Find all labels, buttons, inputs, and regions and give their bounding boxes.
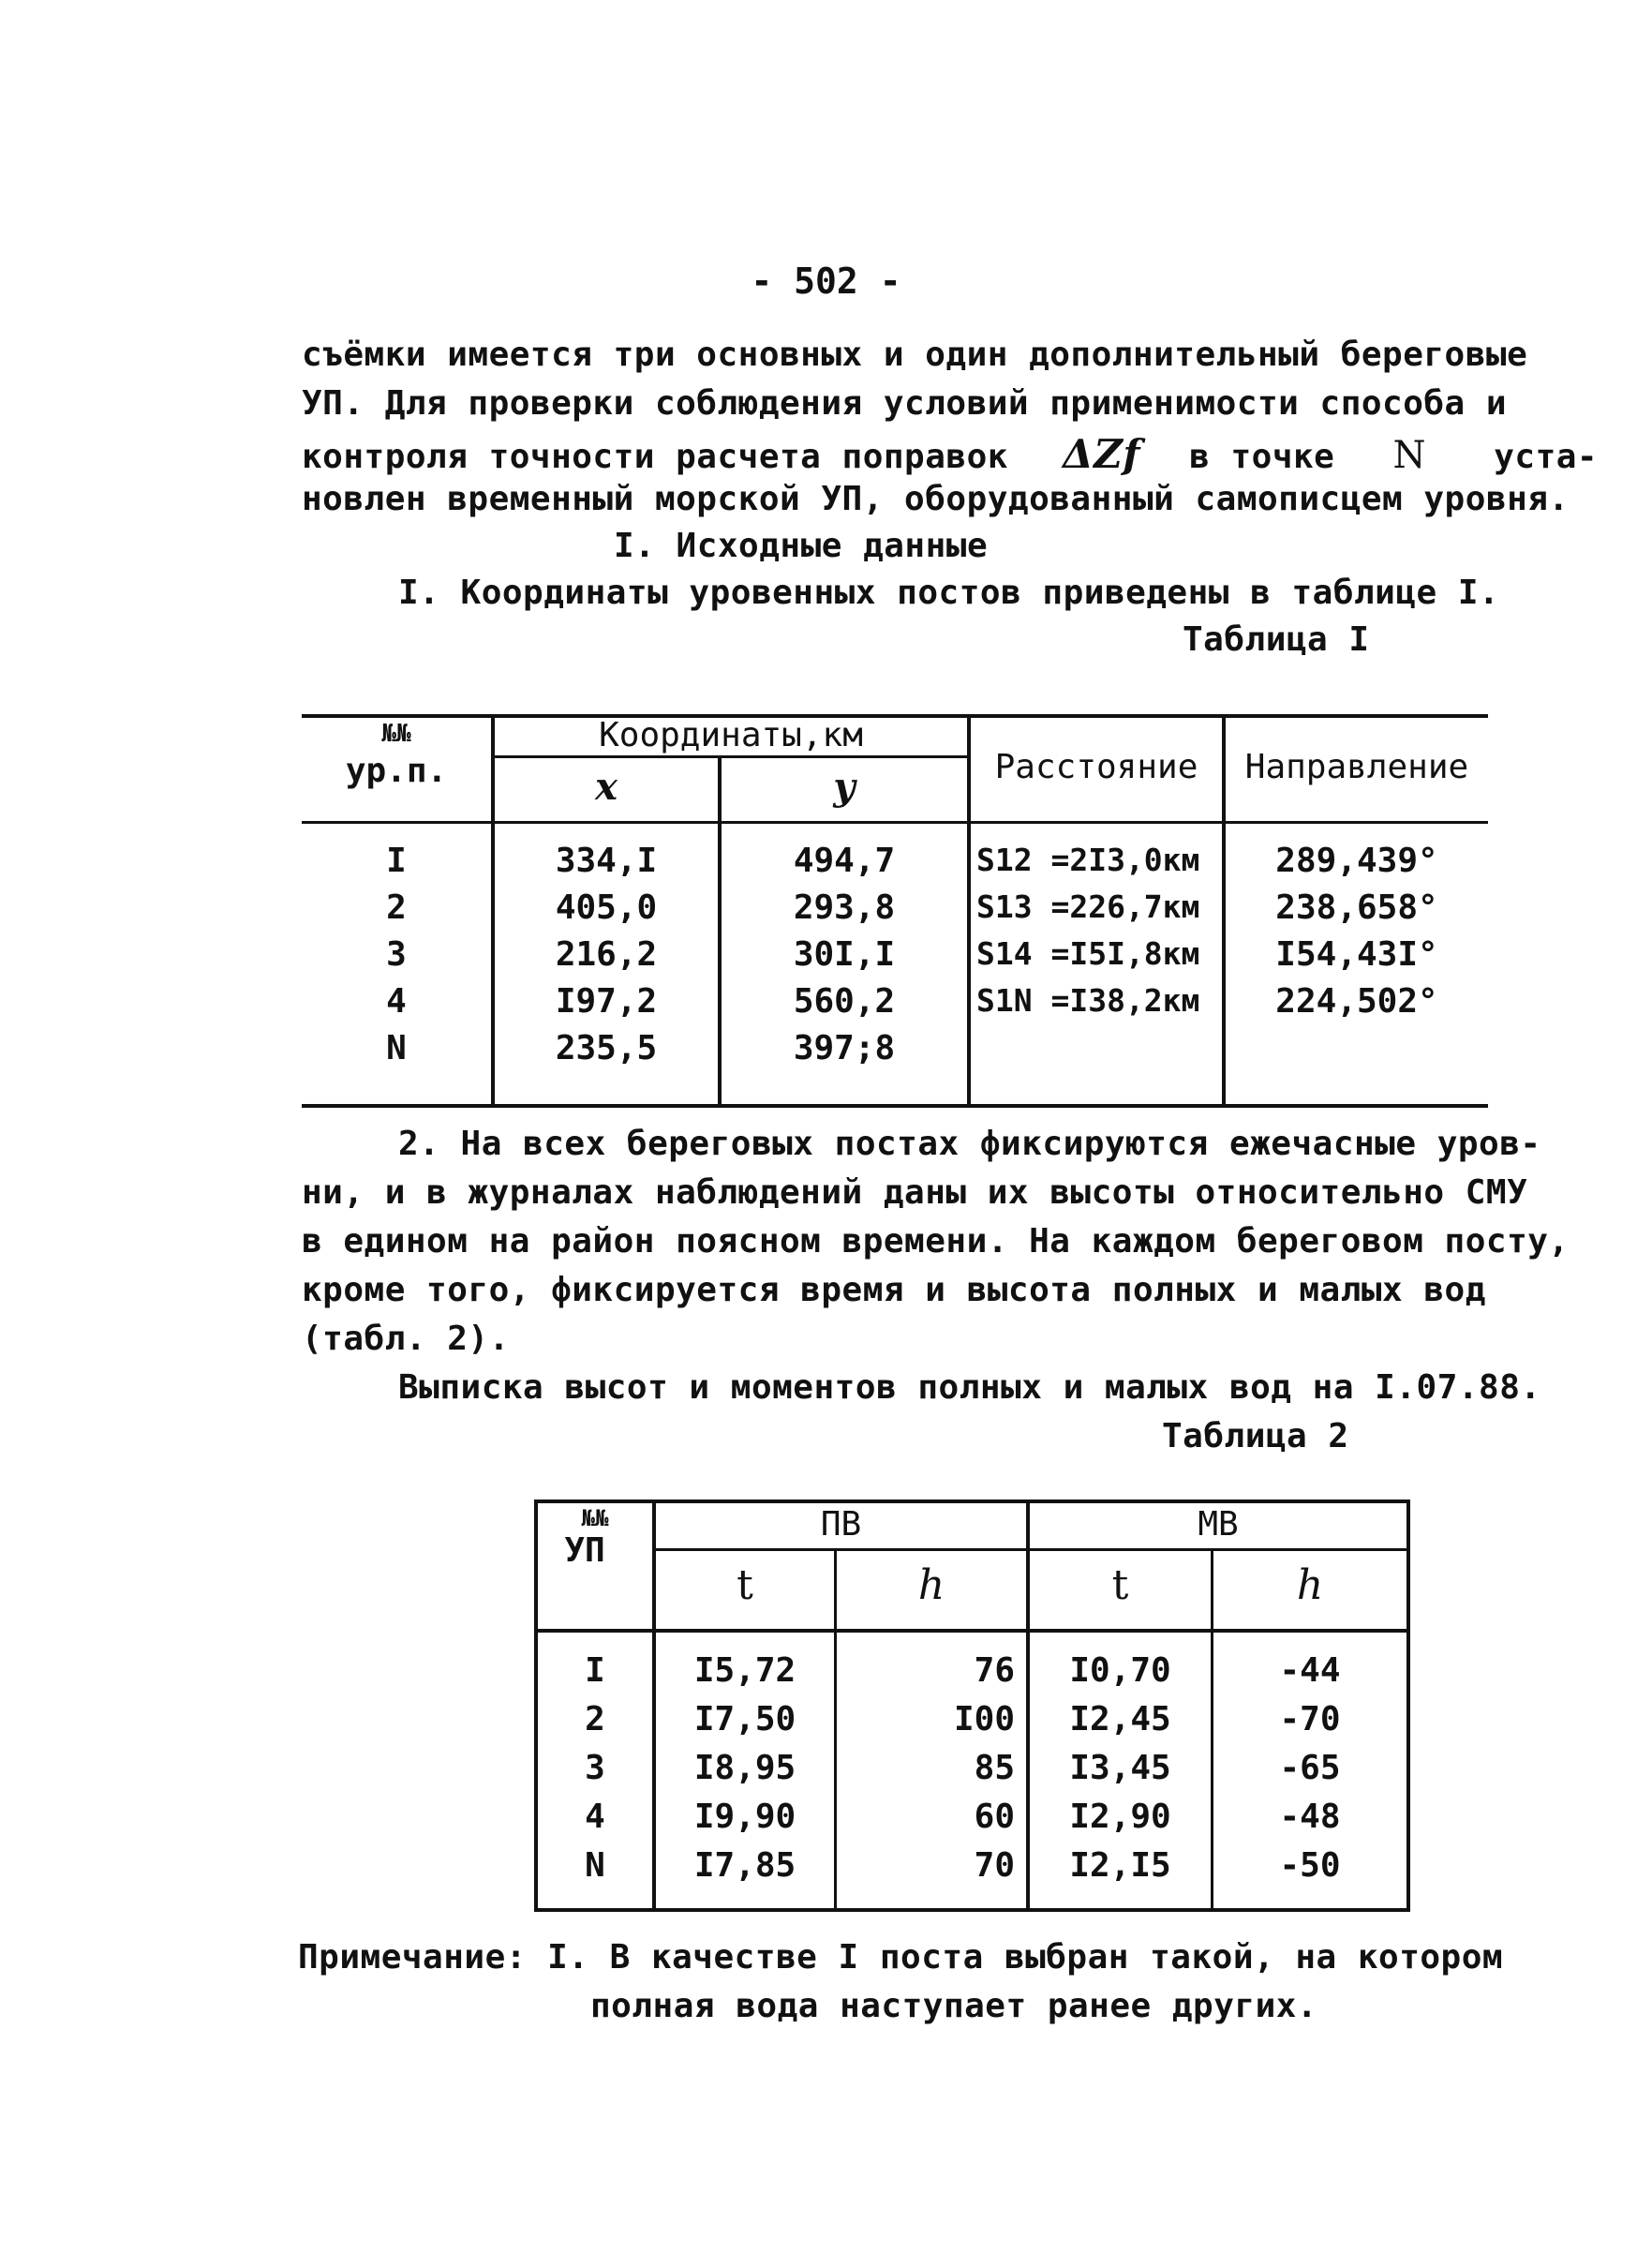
table2-right-border bbox=[1406, 1500, 1410, 1912]
table2-header-pv: ПВ bbox=[820, 1505, 862, 1544]
table1-no-1: I bbox=[386, 842, 407, 880]
table2-col-mv-h bbox=[1213, 1651, 1406, 1895]
paragraph2-line5: (табл. 2). bbox=[302, 1320, 510, 1358]
table1-dist-2: S13 =226,7км bbox=[976, 888, 1200, 925]
table2-header-mv-h: h bbox=[1296, 1561, 1324, 1609]
table1-dist-4: S1N =I38,2км bbox=[976, 982, 1200, 1019]
table1-col-direction bbox=[1226, 842, 1488, 1029]
table1-x-3: 216,2 bbox=[555, 935, 658, 974]
table1-no-2: 2 bbox=[386, 888, 407, 927]
table1-col-distance bbox=[971, 842, 1222, 1029]
paragraph1-line3-point-text: в точке bbox=[1189, 438, 1335, 476]
table2-mv-t-4: I2,90 bbox=[1069, 1798, 1171, 1836]
table2-col-pv-h bbox=[837, 1651, 1015, 1895]
table2-header-mv-t: t bbox=[1111, 1561, 1129, 1609]
table2-no-5: N bbox=[585, 1846, 605, 1885]
table2-mv-h-1: -44 bbox=[1279, 1651, 1341, 1690]
table2-mv-h-2: -70 bbox=[1279, 1700, 1341, 1738]
table1-y-4: 560,2 bbox=[793, 982, 896, 1021]
table2-mv-h-3: -65 bbox=[1279, 1749, 1341, 1787]
table2-mv-h-4: -48 bbox=[1279, 1798, 1341, 1836]
table1-no-5: N bbox=[386, 1029, 407, 1067]
table1-header-no: №№ bbox=[381, 720, 411, 748]
table2-pv-h-4: 60 bbox=[974, 1798, 1015, 1836]
table1-y-3: 30I,I bbox=[793, 935, 896, 974]
table1-dir-2: 238,658° bbox=[1275, 888, 1438, 927]
table2-no-2: 2 bbox=[585, 1700, 605, 1738]
table1-x-2: 405,0 bbox=[555, 888, 658, 927]
table2-mv-t-3: I3,45 bbox=[1069, 1749, 1171, 1787]
paragraph1-line3 bbox=[302, 431, 1598, 477]
table2-mv-t-2: I2,45 bbox=[1069, 1700, 1171, 1738]
table2-mv-t-5: I2,I5 bbox=[1069, 1846, 1171, 1885]
table2-col-mv-t bbox=[1030, 1651, 1211, 1895]
table2-no-1: I bbox=[585, 1651, 605, 1690]
point-n-symbol: N bbox=[1392, 434, 1427, 477]
table2-pv-t-1: I5,72 bbox=[693, 1651, 796, 1690]
paragraph2-line4: кроме того, фиксируется время и высота полных и малых вод bbox=[302, 1271, 1486, 1309]
paragraph2-line3: в едином на район поясном времени. На каждом береговом посту, bbox=[302, 1222, 1570, 1261]
table2-mv-t-1: I0,70 bbox=[1069, 1651, 1171, 1690]
table2-header-up: УП bbox=[564, 1531, 605, 1570]
table1-header-border bbox=[302, 821, 1488, 824]
paragraph1-line3-text: контроля точности расчета поправок bbox=[302, 438, 1008, 476]
table1-dir-4: 224,502° bbox=[1275, 982, 1438, 1021]
table2-header-pv-h: h bbox=[917, 1561, 945, 1609]
table2-mv-h-5: -50 bbox=[1279, 1846, 1341, 1885]
table2-pv-h-2: I00 bbox=[953, 1700, 1015, 1738]
table1-dir-3: I54,43I° bbox=[1275, 935, 1438, 974]
table1-caption: Таблица I bbox=[1183, 620, 1370, 659]
table2-pv-h-1: 76 bbox=[974, 1651, 1015, 1690]
table1-coords-subline bbox=[493, 755, 969, 758]
table2-col-pv-t bbox=[656, 1651, 834, 1895]
table1-col-no bbox=[302, 842, 491, 1076]
paragraph2-line1: 2. На всех береговых постах фиксируются ежечасные уров- bbox=[398, 1125, 1541, 1163]
paragraph1-line1: съёмки имеется три основных и один дополнительный береговые bbox=[302, 336, 1528, 374]
table1-header-direction: Направление bbox=[1244, 748, 1469, 786]
table1-y-1: 494,7 bbox=[793, 842, 896, 880]
item1-text: I. Координаты уровенных постов приведены в таблице I. bbox=[398, 574, 1500, 612]
paragraph2-line2: ни, и в журналах наблюдений даны их высоты относительно СМУ bbox=[302, 1173, 1528, 1212]
table2-no-4: 4 bbox=[585, 1798, 605, 1836]
paragraph1-line4: новлен временный морской УП, оборудованный самописцем уровня. bbox=[302, 480, 1570, 518]
table1-y-5: 397;8 bbox=[793, 1029, 896, 1067]
table1-y-2: 293,8 bbox=[793, 888, 896, 927]
table1-header-coords: Координаты,км bbox=[599, 716, 863, 754]
table1-dir-1: 289,439° bbox=[1275, 842, 1438, 880]
table2-col-no bbox=[538, 1651, 652, 1895]
table2-pv-t-2: I7,50 bbox=[693, 1700, 796, 1738]
table1-x-5: 235,5 bbox=[555, 1029, 658, 1067]
table2-pv-t-5: I7,85 bbox=[693, 1846, 796, 1885]
paragraph1-line2: УП. Для проверки соблюдения условий применимости способа и bbox=[302, 384, 1508, 423]
table1 bbox=[302, 714, 1488, 1108]
table2 bbox=[534, 1500, 1410, 1912]
table2-header-border bbox=[534, 1629, 1410, 1633]
table1-dist-3: S14 =I5I,8км bbox=[976, 935, 1200, 972]
table1-header-y: y bbox=[833, 765, 856, 809]
delta-z-formula: ΔZf bbox=[1063, 431, 1140, 477]
table2-pv-t-3: I8,95 bbox=[693, 1749, 796, 1787]
note-line2: полная вода наступает ранее других. bbox=[590, 1987, 1318, 2025]
note-line1: Примечание: I. В качестве I поста выбран такой, на котором bbox=[298, 1938, 1504, 1977]
paragraph1-line3-end: уста- bbox=[1494, 438, 1599, 476]
table1-x-4: I97,2 bbox=[555, 982, 658, 1021]
table1-header-x: x bbox=[595, 765, 618, 809]
table2-pv-t-4: I9,90 bbox=[693, 1798, 796, 1836]
table2-subheader-line bbox=[654, 1548, 1410, 1551]
table1-dist-1: S12 =2I3,0км bbox=[976, 842, 1200, 878]
table2-caption: Таблица 2 bbox=[1162, 1417, 1349, 1455]
table2-header-no: №№ bbox=[581, 1505, 609, 1531]
table1-header-up: ур.п. bbox=[345, 752, 448, 790]
section-heading: I. Исходные данные bbox=[614, 527, 989, 565]
page-number: - 502 - bbox=[751, 261, 901, 302]
table2-header-pv-t: t bbox=[737, 1561, 753, 1609]
table2-pv-h-5: 70 bbox=[974, 1846, 1015, 1885]
table1-header-distance: Расстояние bbox=[994, 748, 1198, 786]
extract-title: Выписка высот и моментов полных и малых вод на I.07.88. bbox=[398, 1368, 1541, 1407]
table1-no-4: 4 bbox=[386, 982, 407, 1021]
table1-col-x bbox=[495, 842, 718, 1076]
table2-top-border bbox=[534, 1500, 1410, 1503]
table1-bottom-border bbox=[302, 1104, 1488, 1108]
table1-x-1: 334,I bbox=[555, 842, 658, 880]
table2-no-3: 3 bbox=[585, 1749, 605, 1787]
table2-bottom-border bbox=[534, 1908, 1410, 1912]
table1-col-y bbox=[722, 842, 967, 1076]
table1-no-3: 3 bbox=[386, 935, 407, 974]
table2-pv-h-3: 85 bbox=[974, 1749, 1015, 1787]
table2-header-mv: МВ bbox=[1198, 1505, 1239, 1544]
